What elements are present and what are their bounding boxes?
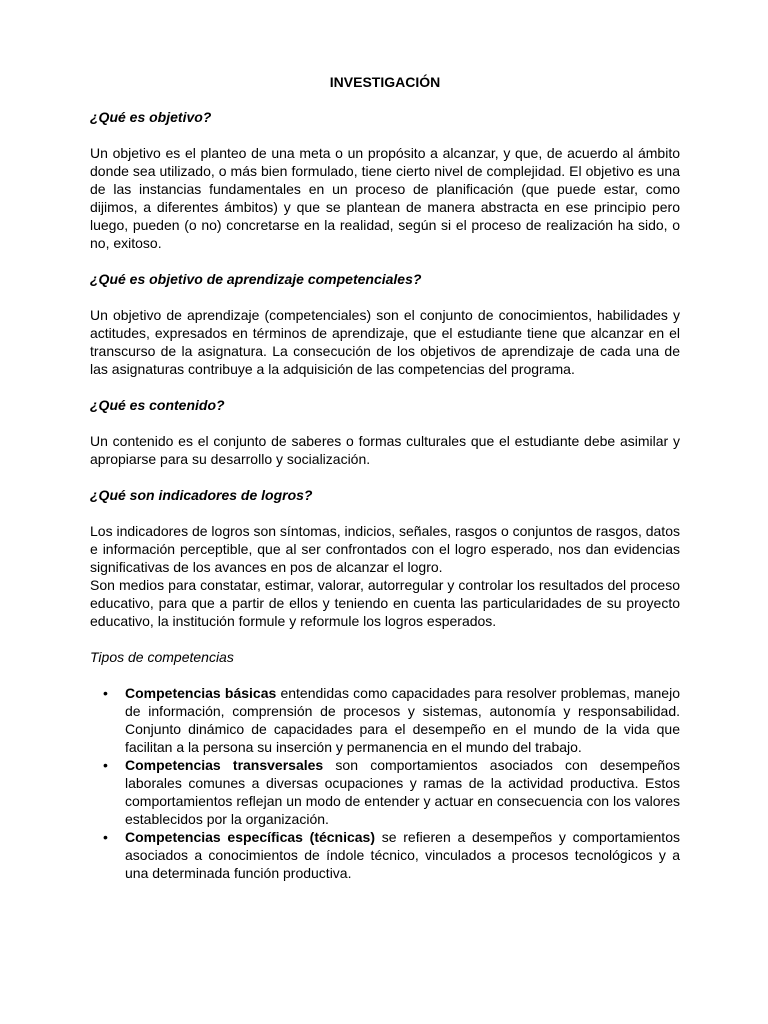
list-item (90, 828, 680, 882)
paragraph-contenido: Un contenido es el conjunto de saberes o formas culturales que el estudiante debe asimilar y apropiarse para su desarrollo y socialización. (90, 433, 680, 467)
section-heading-tipos-competencias (90, 648, 680, 666)
competencia-description: se refieren a desempeños y comportamientos asociados a conocimientos de índole técnico, vinculados a procesos tecnológicos y a una determinada función productiva. (125, 829, 680, 881)
competencias-list (90, 684, 680, 882)
competencia-term: Competencias específicas (técnicas) (125, 829, 376, 845)
section-heading-objetivo-aprendizaje: ¿Qué es objetivo de aprendizaje competenciales? (90, 271, 422, 287)
tipos-competencias-label: Tipos de competencias (90, 649, 234, 665)
list-item (90, 756, 680, 828)
bullet-icon: • (103, 685, 108, 701)
document-page (90, 73, 680, 882)
section-heading-contenido: ¿Qué es contenido? (90, 397, 225, 413)
document-title: INVESTIGACIÓN (329, 74, 441, 90)
section-heading-indicadores: ¿Qué son indicadores de logros? (90, 487, 313, 503)
bullet-icon: • (103, 829, 108, 845)
bullet-icon: • (103, 757, 108, 773)
competencia-term: Competencias transversales (125, 757, 324, 773)
paragraph-objetivo-aprendizaje: Un objetivo de aprendizaje (competenciales) son el conjunto de conocimientos, habilidades y actitudes, expresados en términos de aprendizaje, que el estudiante tiene que alcanzar en el transcurso de la asignatura. La consecución de los objetivos de aprendizaje de cada una de las asignaturas contribuye a la adquisición de las competencias del programa. (90, 307, 680, 377)
paragraph-indicadores-2: Son medios para constatar, estimar, valorar, autorregular y controlar los resultados del proceso educativo, para que a partir de ellos y teniendo en cuenta las particularidades de su proyecto educativo, la institución formule y reformule los logros esperados. (90, 577, 680, 629)
paragraph-indicadores-1: Los indicadores de logros son síntomas, indicios, señales, rasgos o conjuntos de rasgos, datos e información perceptible, que al ser confrontados con el logro esperado, nos dan evidencias significativas de los avances en pos de alcanzar el logro. (90, 523, 680, 575)
paragraph-objetivo: Un objetivo es el planteo de una meta o un propósito a alcanzar, y que, de acuerdo al ámbito donde sea utilizado, o más bien formulado, tiene cierto nivel de complejidad. El objetivo es una de las instancias fundamentales en un proceso de planificación (que puede estar, como dijimos, a diferentes ámbitos) y que se plantean de manera abstracta en ese principio pero luego, pueden (o no) concretarse en la realidad, según si el proceso de realización ha sido, o no, exitoso. (90, 145, 680, 251)
competencia-description: entendidas como capacidades para resolver problemas, manejo de información, comprensión de procesos y sistemas, autonomía y responsabilidad. Conjunto dinámico de capacidades para el desempeño en el mundo de la vida que facilitan a la persona su inserción y permanencia en el mundo del trabajo. (125, 685, 680, 755)
list-item (90, 684, 680, 756)
competencia-description: son comportamientos asociados con desempeños laborales comunes a diversas ocupaciones y ramas de la actividad productiva. Estos comportamientos reflejan un modo de entender y actuar en consecuencia con los valores establecidos por la organización. (125, 757, 680, 827)
competencia-term: Competencias básicas (125, 685, 277, 701)
section-heading-objetivo: ¿Qué es objetivo? (90, 109, 212, 125)
